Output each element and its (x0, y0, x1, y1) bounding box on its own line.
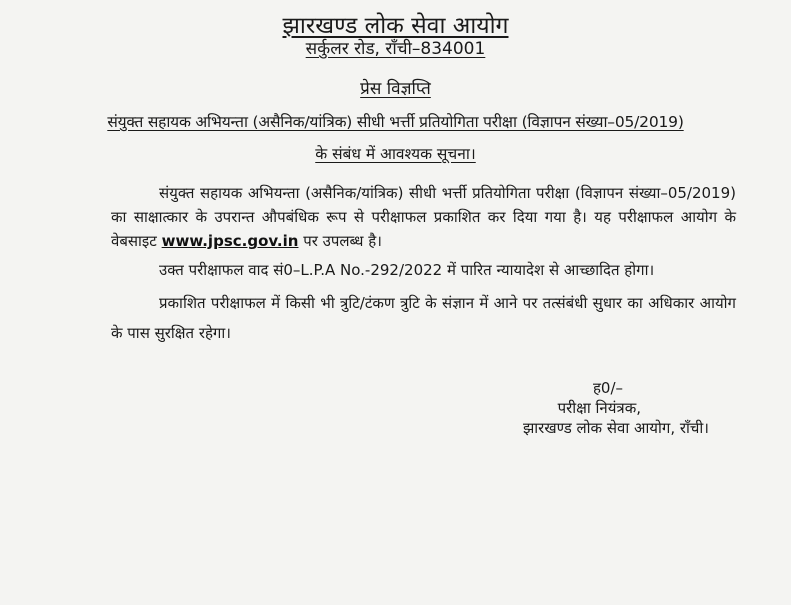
subject-line-1: संयुक्त सहायक अभियन्ता (असैनिक/यांत्रिक) सीधी भर्त्ती प्रतियोगिता परीक्षा (विज्ञापन संख्या–05/2019) (107, 113, 684, 131)
organization-name: झारखण्ड लोक सेवा आयोग (282, 13, 509, 39)
notice-title: प्रेस विज्ञप्ति (360, 79, 431, 99)
signatory-organization: झारखण्ड लोक सेवा आयोग, राँची। (522, 419, 709, 437)
body-paragraph-1 (111, 181, 736, 253)
subject-line-2: के संबंध में आवश्यक सूचना। (315, 145, 476, 163)
organization-address: सर्कुलर रोड, राँची–834001 (305, 39, 486, 59)
website-link[interactable]: www.jpsc.gov.in (161, 232, 299, 250)
signature-mark: ह0/– (592, 379, 623, 397)
body-paragraph-2: उक्त परीक्षाफल वाद सं0–L.P.A No.-292/2022 में पारित न्यायादेश से आच्छादित होगा। (159, 261, 655, 279)
signatory-designation: परीक्षा नियंत्रक, (557, 399, 641, 417)
paragraph-text: संयुक्त सहायक अभियन्ता (असैनिक/यांत्रिक) सीधी भर्त्ती प्रतियोगिता परीक्षा (विज्ञापन संख्या–05/2019) का साक्षात्कार के उपरान्त औपबंधिक रूप से परीक्षाफल प्रकाशित कर दिया गया है। यह परीक्षाफल आयोग के वेबसाइट (111, 184, 736, 250)
paragraph-tail: पर उपलब्ध है। (298, 232, 382, 250)
body-paragraph-3: प्रकाशित परीक्षाफल में किसी भी त्रुटि/टंकण त्रुटि के संज्ञान में आने पर तत्संबंधी सुधार का अधिकार आयोग के पास सुरक्षित रहेगा। (111, 294, 736, 342)
